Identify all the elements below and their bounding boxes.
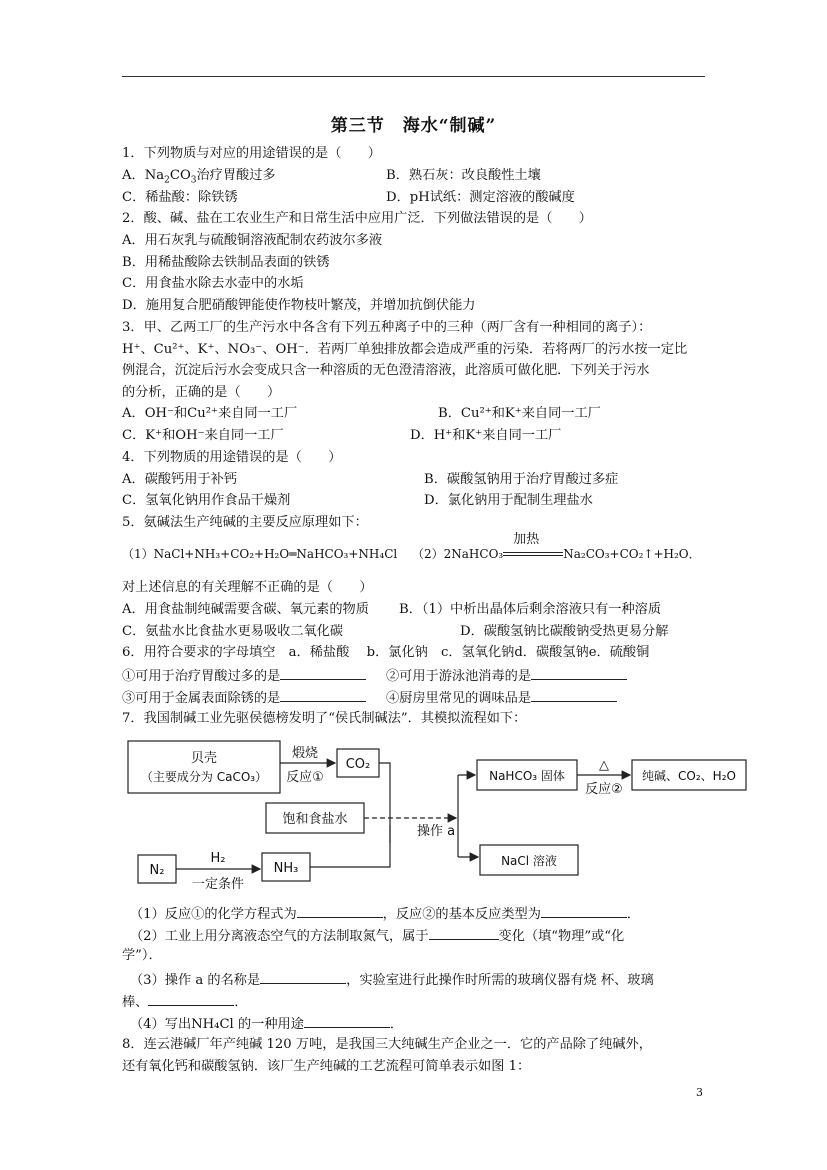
q1-option-d: D．pH试纸：测定溶液的酸碱度 — [386, 190, 575, 205]
q7-sub-2: （2）工业上用分离液态空气的方法制取氮气，属于 变化（填“物理”或“化 — [130, 926, 624, 946]
answer-blank[interactable] — [148, 992, 234, 1006]
q6-item-4: ④厨房里常见的调味品是 — [386, 688, 617, 708]
q2-option-d: D．施用复合肥硝酸钾能使作物枝叶繁茂，并增加抗倒伏能力 — [122, 298, 476, 313]
q1-option-b: B．熟石灰：改良酸性土壤 — [386, 168, 541, 183]
q7-sub-4: （4）写出NH₄Cl 的一种用途 ． — [130, 1014, 403, 1034]
q7-sub-3: （3）操作 a 的名称是 ，实验室进行此操作时所需的玻璃仪器有烧 杯、玻璃 — [130, 970, 654, 990]
q6-item-2: ②可用于游泳池消毒的是 — [386, 666, 627, 686]
q2-option-b: B．用稀盐酸除去铁制品表面的铁锈 — [122, 255, 330, 270]
q3-option-b: B．Cu²⁺和K⁺来自同一工厂 — [438, 406, 601, 421]
q4-option-a: A．碳酸钙用于补钙 — [122, 472, 238, 487]
q3-line3: 例混合，沉淀后污水会变成只含一种溶质的无色澄清溶液，此溶质可做化肥．下列关于污水 — [122, 363, 650, 378]
heat-condition: 加热 — [513, 532, 540, 547]
answer-blank[interactable] — [304, 1014, 390, 1028]
products-label: 纯碱、CO₂、H₂O — [642, 769, 736, 783]
q3-line4: 的分析，正确的是（ ） — [122, 385, 281, 400]
condition-label: 一定条件 — [191, 877, 245, 892]
q7-stem: 7．我国制碱工业先驱侯德榜发明了“侯氏制碱法”．其模拟流程如下： — [122, 711, 527, 726]
answer-blank[interactable] — [260, 970, 346, 984]
q4-option-b: B．碳酸氢钠用于治疗胃酸过多症 — [424, 472, 619, 487]
co2-label: CO₂ — [345, 757, 371, 772]
q5-equation-1: （1）NaCl+NH₃+CO₂+H₂O═NaHCO₃+NH₄Cl — [122, 547, 398, 561]
operation-a-label: 操作 a — [416, 824, 456, 839]
q5-option-c: C．氨盐水比食盐水更易吸收二氧化碳 — [122, 624, 344, 639]
answer-blank[interactable] — [297, 904, 383, 918]
shell-box — [128, 741, 280, 793]
header-rule — [122, 76, 705, 77]
answer-blank[interactable] — [531, 688, 617, 702]
page-number: 3 — [696, 1086, 703, 1099]
q6-item-1: ①可用于治疗胃酸过多的是 — [122, 666, 366, 686]
brine-label: 饱和食盐水 — [282, 812, 348, 827]
nahco3-label: NaHCO₃ 固体 — [489, 769, 565, 783]
answer-blank[interactable] — [541, 904, 627, 918]
q2-stem: 2．酸、碱、盐在工农业生产和日常生活中应用广泛．下列做法错误的是（ ） — [122, 211, 592, 226]
calcine-label: 煅烧 — [291, 746, 319, 761]
q3-option-d: D．H⁺和K⁺来自同一工厂 — [410, 428, 562, 443]
reaction1-label: 反应① — [286, 770, 324, 785]
q4-option-c: C．氢氧化钠用作食品干燥剂 — [122, 493, 291, 508]
q3-stem: 3．甲、乙两工厂的生产污水中各含有下列五种离子中的三种（两厂含有一种相同的离子）： — [122, 320, 652, 335]
q8-line-1: 8．连云港碱厂年产纯碱 120 万吨，是我国三大纯碱生产企业之一．它的产品除了纯碱外， — [122, 1037, 652, 1052]
hou-process-flowchart — [120, 735, 760, 895]
q7-sub-3-cont: 棒、 ． — [122, 992, 248, 1012]
nh3-label: NH₃ — [273, 861, 299, 876]
q7-sub-2-cont: 学”）． — [122, 948, 162, 963]
q2-option-a: A．用石灰乳与硫酸铜溶液配制农药波尔多液 — [122, 233, 383, 248]
answer-blank[interactable] — [531, 666, 627, 680]
q6-stem: 6．用符合要求的字母填空 a．稀盐酸 b．氯化钠 c．氢氧化钠d．碳酸氢钠e．硫酸铜 — [122, 645, 650, 660]
q3-option-a: A．OH⁻和Cu²⁺来自同一工厂 — [122, 406, 298, 421]
q1-option-a: A．$Na_2CO_3$治疗胃酸过多 — [122, 168, 276, 186]
nacl-label: NaCl 溶液 — [501, 854, 557, 868]
shell-label-2: （主要成分为 CaCO₃） — [140, 770, 268, 784]
shell-label-1: 贝壳 — [190, 751, 218, 766]
heat-symbol: △ — [599, 758, 609, 773]
q6-item-3: ③可用于金属表面除锈的是 — [122, 688, 366, 708]
q5-option-b: B．（1）中析出晶体后剩余溶液只有一种溶质 — [399, 602, 662, 617]
reaction2-label: 反应② — [585, 782, 623, 797]
answer-blank[interactable] — [280, 666, 366, 680]
q3-option-c: C．K⁺和OH⁻来自同一工厂 — [122, 428, 284, 443]
q7-sub-1: （1）反应①的化学方程式为 ，反应②的基本反应类型为 ． — [130, 904, 640, 924]
q5-prompt: 对上述信息的有关理解不正确的是（ ） — [122, 580, 373, 595]
q5-equation-2: （2）2NaHCO₃ 加热 Na₂CO₃+CO₂↑+H₂O． — [412, 532, 701, 561]
q5-option-a: A．用食盐制纯碱需要含碳、氧元素的物质 — [122, 602, 369, 617]
n2-label: N₂ — [149, 863, 165, 878]
q5-stem: 5．氨碱法生产纯碱的主要反应原理如下： — [122, 515, 368, 530]
q3-ions: H⁺、Cu²⁺、K⁺、NO₃⁻、OH⁻．若两厂单独排放都会造成严重的污染．若将两厂的污水按一定比 — [122, 342, 688, 357]
q1-option-c: C．稀盐酸：除铁锈 — [122, 190, 238, 205]
h2-label: H₂ — [210, 851, 226, 866]
q4-stem: 4．下列物质的用途错误的是（ ） — [122, 450, 342, 465]
q4-option-d: D．氯化钠用于配制生理盐水 — [424, 493, 593, 508]
page-title: 第三节 海水“制碱” — [330, 116, 497, 136]
q8-line-2: 还有氧化钙和碳酸氢钠．该厂生产纯碱的工艺流程可简单表示如图 1： — [122, 1059, 531, 1074]
answer-blank[interactable] — [429, 926, 499, 940]
q2-option-c: C．用食盐水除去水壶中的水垢 — [122, 276, 304, 291]
q1-stem: 1．下列物质与对应的用途错误的是（ ） — [122, 146, 381, 161]
answer-blank[interactable] — [280, 688, 366, 702]
q5-option-d: D．碳酸氢钠比碳酸钠受热更易分解 — [460, 624, 669, 639]
